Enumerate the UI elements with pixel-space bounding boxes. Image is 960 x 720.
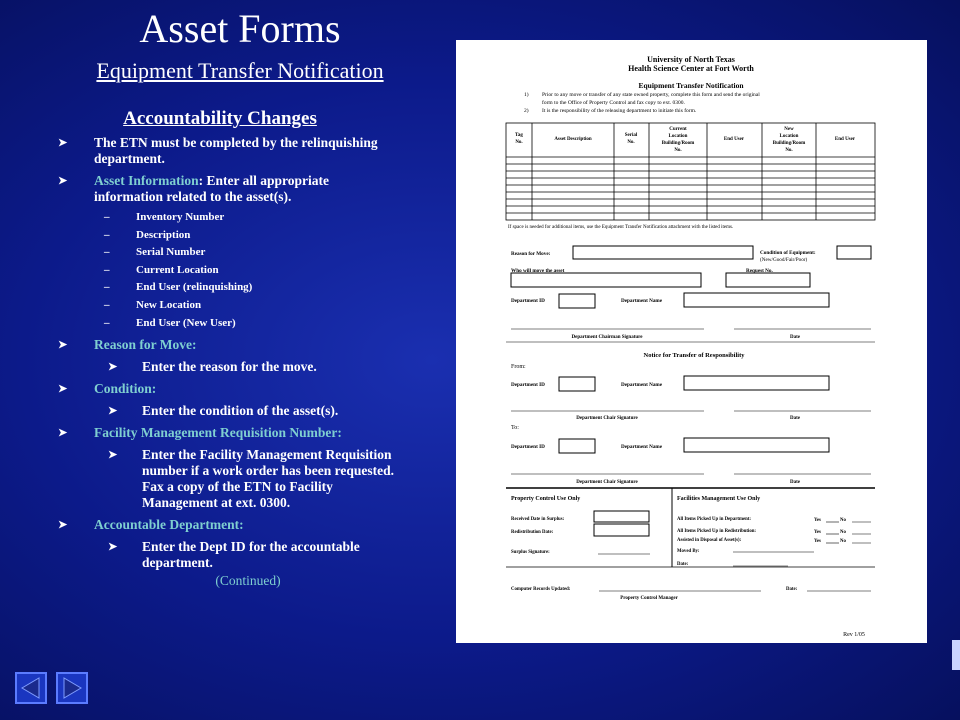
svg-text:End User: End User <box>723 137 745 142</box>
form-image <box>456 40 927 643</box>
svg-text:No: No <box>840 539 846 544</box>
page-subtitle: Equipment Transfer Notification <box>96 58 384 83</box>
svg-text:No: No <box>840 530 846 535</box>
sub-bullet-fmr: ➤ Enter the Facility Management Requisition number if a work order has been requested. Fax a copy of the ETN to Facility Management at ext. 0300. <box>108 447 395 511</box>
svg-text:Date: Date <box>790 416 800 421</box>
svg-text:Building/Room: Building/Room <box>661 141 695 146</box>
svg-text:Department ID: Department ID <box>511 298 545 304</box>
svg-text:Date:: Date: <box>786 587 798 592</box>
asset-item: – New Location <box>104 298 202 311</box>
form-center: Health Science Center at Fort Worth <box>628 64 754 73</box>
svg-text:Department ID: Department ID <box>511 444 545 450</box>
instructions-list <box>58 135 398 589</box>
svg-text:To:: To: <box>511 425 519 431</box>
bullet-etn: ➤ The ETN must be completed by the relinquishing department. <box>58 135 378 166</box>
svg-text:Tag: Tag <box>515 133 523 138</box>
arrow-bullet-icon: ➤ <box>108 449 118 462</box>
svg-text:Department ID: Department ID <box>511 382 545 388</box>
arrow-bullet-icon: ➤ <box>58 175 68 187</box>
svg-text:Surplus Signature:: Surplus Signature: <box>511 550 550 555</box>
svg-text:form to the Office of Property: form to the Office of Property Control and fax copy to ext. 0300. <box>542 100 685 106</box>
section-title: Accountability Changes <box>123 108 317 129</box>
svg-text:Who will move the asset: Who will move the asset <box>511 268 565 274</box>
arrow-bullet-icon: ➤ <box>108 361 118 374</box>
svg-text:From:: From: <box>511 364 526 370</box>
asset-item: – Current Location <box>104 263 219 276</box>
svg-text:Computer Records Updated:: Computer Records Updated: <box>511 587 571 592</box>
svg-text:Department Chair Signature: Department Chair Signature <box>576 480 638 485</box>
next-slide-button[interactable] <box>56 672 88 704</box>
svg-text:Department Chair Signature: Department Chair Signature <box>576 416 638 421</box>
svg-text:Date: Date <box>790 335 800 340</box>
svg-text:Location: Location <box>668 134 688 139</box>
svg-text:Location: Location <box>779 134 799 139</box>
svg-text:Building/Room: Building/Room <box>772 141 806 146</box>
svg-text:Department Name: Department Name <box>621 444 663 450</box>
svg-text:Assisted in Disposal of Asset(: Assisted in Disposal of Asset(s): <box>677 538 742 543</box>
asset-item: – End User (New User) <box>104 316 236 329</box>
form-univ: University of North Texas <box>647 55 735 64</box>
arrow-bullet-icon: ➤ <box>108 405 118 418</box>
svg-text:Department Name: Department Name <box>621 298 663 304</box>
svg-text:Moved By:: Moved By: <box>677 549 700 554</box>
svg-text:Serial: Serial <box>624 133 638 138</box>
svg-text:Received Date in Surplus:: Received Date in Surplus: <box>511 517 565 522</box>
svg-text:New: New <box>784 127 794 132</box>
sub-bullet-reason: ➤ Enter the reason for the move. <box>108 359 317 375</box>
svg-text:Date:: Date: <box>677 562 689 567</box>
bullet-accountable-dept: ➤ Accountable Department: <box>58 517 244 533</box>
bullet-condition: ➤ Condition: <box>58 381 157 397</box>
asset-item: – End User (relinquishing) <box>104 281 253 294</box>
space-note: If space is needed for additional items, use the Equipment Transfer Notification attachment with the listed items. <box>508 225 734 230</box>
continued-label: (Continued) <box>215 573 281 589</box>
arrow-bullet-icon: ➤ <box>58 383 68 396</box>
bullet-asset-information: ➤ Asset Information: Enter all appropriate information related to the asset(s). <box>58 173 329 204</box>
form-title: Equipment Transfer Notification <box>638 81 744 90</box>
svg-text:All Items Picked Up in Departm: All Items Picked Up in Department: <box>677 517 751 522</box>
svg-text:No.: No. <box>674 148 682 153</box>
svg-text:No.: No. <box>627 140 635 145</box>
arrow-bullet-icon: ➤ <box>108 541 118 554</box>
arrow-bullet-icon: ➤ <box>58 137 68 149</box>
svg-text:Current: Current <box>669 127 687 132</box>
sub-bullet-condition: ➤ Enter the condition of the asset(s). <box>108 403 339 419</box>
svg-text:No.: No. <box>785 148 793 153</box>
revision-label: Rev 1/05 <box>843 632 865 638</box>
svg-text:Redistribution Date:: Redistribution Date: <box>511 530 554 535</box>
bullet-reason: ➤ Reason for Move: <box>58 337 197 353</box>
svg-text:Department Chairman Signature: Department Chairman Signature <box>571 335 643 340</box>
form-instruction-2: It is the responsibility of the releasing department to initiate this form. <box>542 108 697 114</box>
svg-text:No: No <box>840 518 846 523</box>
pc-use-heading: Property Control Use Only <box>511 496 581 502</box>
svg-text:2): 2) <box>524 108 529 114</box>
svg-text:All Items Picked Up in Redistr: All Items Picked Up in Redistribution: <box>677 529 757 534</box>
svg-text:1): 1) <box>524 92 529 98</box>
fm-use-heading: Facilities Management Use Only <box>677 496 761 502</box>
asset-item: – Inventory Number <box>104 211 225 223</box>
svg-text:Yes: Yes <box>814 530 821 535</box>
svg-text:Property Control Manager: Property Control Manager <box>620 596 678 601</box>
slide-edge-fragment <box>952 640 960 670</box>
svg-text:Yes: Yes <box>814 539 821 544</box>
svg-text:Asset Description: Asset Description <box>554 137 592 142</box>
arrow-bullet-icon: ➤ <box>58 519 68 532</box>
svg-text:Request No.: Request No. <box>746 268 773 274</box>
arrow-left-icon <box>19 676 43 700</box>
svg-text:(New/Good/Fair/Poor): (New/Good/Fair/Poor) <box>760 257 808 263</box>
svg-text:End User: End User <box>834 137 856 142</box>
sub-bullet-accountable-dept: ➤ Enter the Dept ID for the accountable department. <box>108 539 360 571</box>
bullet-fmr: ➤ Facility Management Requisition Number: <box>58 425 342 441</box>
asset-item: – Serial Number <box>104 246 206 259</box>
svg-text:No.: No. <box>515 140 523 145</box>
svg-text:Yes: Yes <box>814 518 821 523</box>
form-instruction-1: Prior to any move or transfer of any state owned property, complete this form and send the original <box>542 92 760 98</box>
asset-item: – Description <box>104 228 191 241</box>
arrow-bullet-icon: ➤ <box>58 427 68 440</box>
previous-slide-button[interactable] <box>15 672 47 704</box>
page-title: Asset Forms <box>139 6 341 51</box>
arrow-bullet-icon: ➤ <box>58 339 68 352</box>
svg-text:Department Name: Department Name <box>621 382 663 388</box>
svg-text:Date: Date <box>790 480 800 485</box>
svg-text:Condition of Equipment:: Condition of Equipment: <box>760 250 816 256</box>
arrow-right-icon <box>60 676 84 700</box>
svg-text:Reason for Move:: Reason for Move: <box>511 251 551 257</box>
notice-heading: Notice for Transfer of Responsibility <box>643 352 745 359</box>
